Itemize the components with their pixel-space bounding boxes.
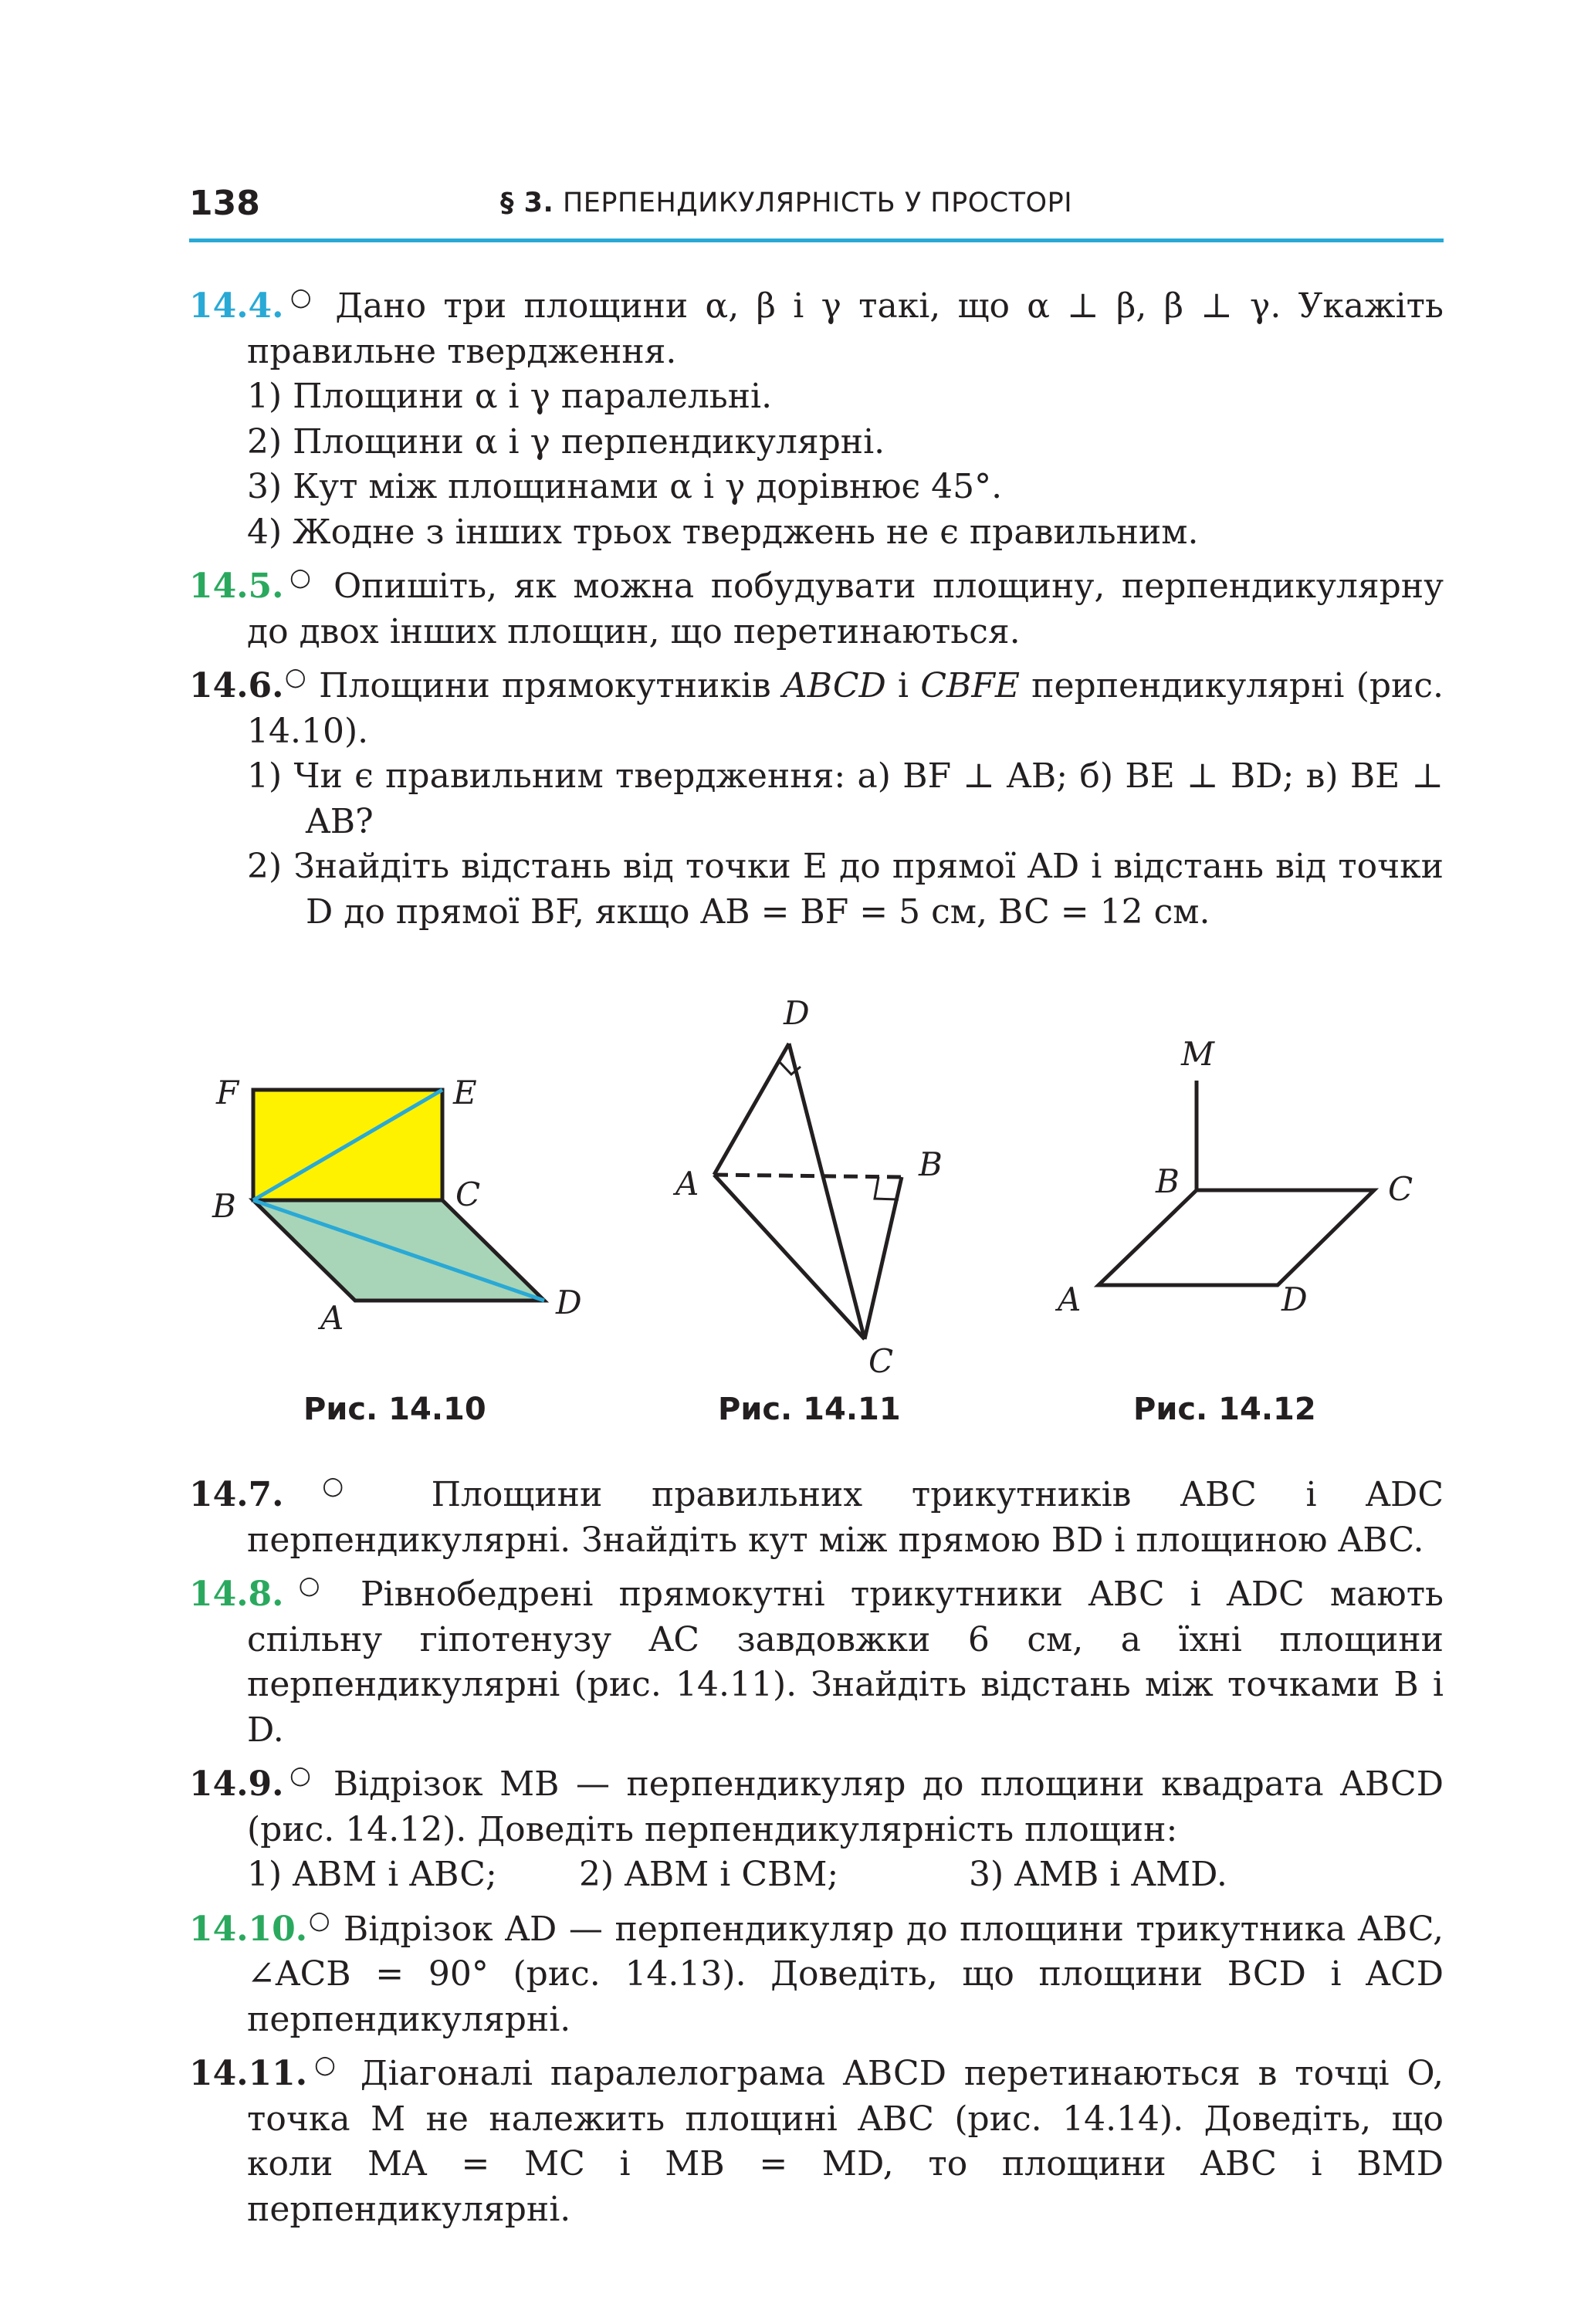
label-b: B bbox=[1156, 1162, 1180, 1200]
exercise-14-5 bbox=[189, 564, 1444, 655]
exercise-14-6 bbox=[189, 661, 1444, 754]
exercise-14-11 bbox=[189, 2049, 1444, 2232]
page-number: 138 bbox=[189, 184, 260, 223]
label-d: D bbox=[784, 994, 810, 1032]
exercise-number: 14.9. bbox=[189, 1764, 284, 1804]
label-c: C bbox=[1388, 1170, 1413, 1208]
label-f: F bbox=[216, 1074, 239, 1111]
exercise-14-9-item-1: 1) ABM і ABC; bbox=[247, 1855, 497, 1894]
exercise-14-9 bbox=[189, 1762, 1444, 1852]
exercise-text: Опишіть, як можна побудувати площину, перпендикулярну до двох інших площин, що перетинаються. bbox=[247, 567, 1444, 651]
exercise-number: 14.10. bbox=[189, 1909, 308, 1949]
exercise-text: Відрізок AD — перпендикуляр до площини трикутника ABC, ∠ACB = 90° (рис. 14.13). Доведіть, що площини BCD і ACD перпендикулярні. bbox=[247, 1909, 1444, 2039]
exercise-number: 14.7. bbox=[189, 1475, 284, 1514]
square-abcd bbox=[1099, 1190, 1374, 1285]
label-m: M bbox=[1181, 1035, 1215, 1073]
exercise-14-6-item-2: 2) Знайдіть відстань від точки E до прямої AD і відстань від точки D до прямої BF, якщо AB = BF = 5 см, BC = 12 см. bbox=[247, 847, 1444, 932]
label-b: B bbox=[919, 1145, 943, 1183]
degree-mark: ○ bbox=[283, 1570, 335, 1600]
exercise-14-9-item-3: 3) AMB і AMD. bbox=[969, 1855, 1227, 1894]
section-title: ПЕРПЕНДИКУЛЯРНІСТЬ У ПРОСТОРІ bbox=[562, 188, 1073, 218]
exercise-text: Відрізок MB — перпендикуляр до площини квадрата ABCD (рис. 14.12). Доведіть перпендикулярність площин: bbox=[247, 1764, 1444, 1849]
figure-14-10 bbox=[212, 1074, 582, 1337]
exercise-number: 14.4. bbox=[189, 286, 284, 326]
label-a: A bbox=[1058, 1280, 1082, 1318]
caption-fig-14-10: Рис. 14.10 bbox=[303, 1392, 486, 1427]
segment-dc bbox=[789, 1044, 865, 1339]
exercise-14-7 bbox=[189, 1470, 1444, 1563]
exercise-number: 14.11. bbox=[189, 2054, 308, 2093]
segment-bc bbox=[865, 1177, 902, 1339]
option-3: 3) Кут між площинами α і γ дорівнює 45°. bbox=[247, 467, 1003, 506]
exercise-14-6-item-1: 1) Чи є правильним твердження: а) BF ⊥ AB; б) BE ⊥ BD; в) BE ⊥ AB? bbox=[247, 756, 1444, 841]
figure-14-11 bbox=[672, 994, 943, 1380]
segment-ab-hidden bbox=[714, 1175, 902, 1177]
degree-mark: ○ bbox=[283, 1470, 382, 1500]
section-mark: § 3. bbox=[500, 188, 554, 218]
segment-da bbox=[714, 1044, 789, 1175]
label-b: B bbox=[212, 1187, 236, 1225]
exercise-text: Рівнобедрені прямокутні трикутники ABC і ADC мають спільну гіпотенузу AC завдовжки 6 см, а їхні площини перпендикулярні (рис. 14.11). Знайдіть відстань між точками B і D. bbox=[247, 1575, 1444, 1750]
exercise-14-9-items bbox=[247, 1852, 1444, 1898]
exercise-text: Площини правильних трикутників ABC і ADC перпендикулярні. Знайдіть кут між прямою BD і площиною ABC. bbox=[247, 1475, 1444, 1560]
label-c: C bbox=[868, 1342, 894, 1380]
exercise-14-8 bbox=[189, 1572, 1444, 1753]
exercises-top bbox=[189, 284, 1444, 935]
chapter-title bbox=[500, 188, 1072, 218]
degree-mark: ○ bbox=[307, 1904, 332, 1934]
exercise-14-9-item-2: 2) ABM і CBM; bbox=[579, 1855, 839, 1894]
label-a: A bbox=[320, 1299, 344, 1337]
caption-fig-14-12: Рис. 14.12 bbox=[1133, 1392, 1316, 1427]
label-a: A bbox=[675, 1165, 699, 1203]
option-2: 2) Площини α і γ перпендикулярні. bbox=[247, 421, 885, 462]
option-1: 1) Площини α і γ паралельні. bbox=[247, 377, 773, 416]
label-e: E bbox=[453, 1074, 477, 1111]
label-cbfe: CBFE bbox=[920, 666, 1020, 705]
degree-mark: ○ bbox=[283, 661, 307, 692]
exercise-number: 14.5. bbox=[189, 567, 284, 606]
label-d: D bbox=[1281, 1280, 1308, 1318]
exercise-text: Дано три площини α, β і γ такі, що α ⊥ β, β ⊥ γ. Укажіть правильне твердження. bbox=[247, 286, 1444, 371]
exercise-number: 14.6. bbox=[189, 666, 284, 705]
degree-mark: ○ bbox=[307, 2049, 343, 2079]
exercises-bottom bbox=[189, 1470, 1444, 2241]
right-angle-mark-b bbox=[875, 1177, 899, 1199]
label-c: C bbox=[455, 1176, 481, 1213]
caption-fig-14-11: Рис. 14.11 bbox=[718, 1392, 901, 1427]
option-4: 4) Жодне з інших трьох тверджень не є правильним. bbox=[247, 512, 1199, 552]
degree-mark: ○ bbox=[283, 282, 319, 312]
header-rule bbox=[189, 238, 1444, 242]
exercise-text: Площини прямокутників bbox=[319, 666, 783, 705]
label-d: D bbox=[556, 1284, 582, 1321]
exercise-number: 14.8. bbox=[189, 1575, 284, 1614]
label-abcd: ABCD bbox=[782, 666, 886, 705]
figure-14-12 bbox=[1055, 1035, 1413, 1318]
exercise-14-10 bbox=[189, 1904, 1444, 2043]
degree-mark: ○ bbox=[283, 562, 317, 592]
exercise-text: і bbox=[885, 666, 921, 705]
exercise-text: Діагоналі паралелограма ABCD перетинаються в точці O, точка M не належить площині ABC (рис. 14.14). Доведіть, що коли MA = MC і MB = MD, то площини ABC і BMD перпендикулярні. bbox=[247, 2054, 1444, 2229]
figures-svg bbox=[189, 980, 1444, 1389]
exercise-14-4 bbox=[189, 284, 1444, 374]
degree-mark: ○ bbox=[283, 1760, 317, 1790]
figures-row bbox=[189, 980, 1444, 1451]
exercise-text: перпендикулярні (рис. 14.10). bbox=[247, 666, 1444, 751]
